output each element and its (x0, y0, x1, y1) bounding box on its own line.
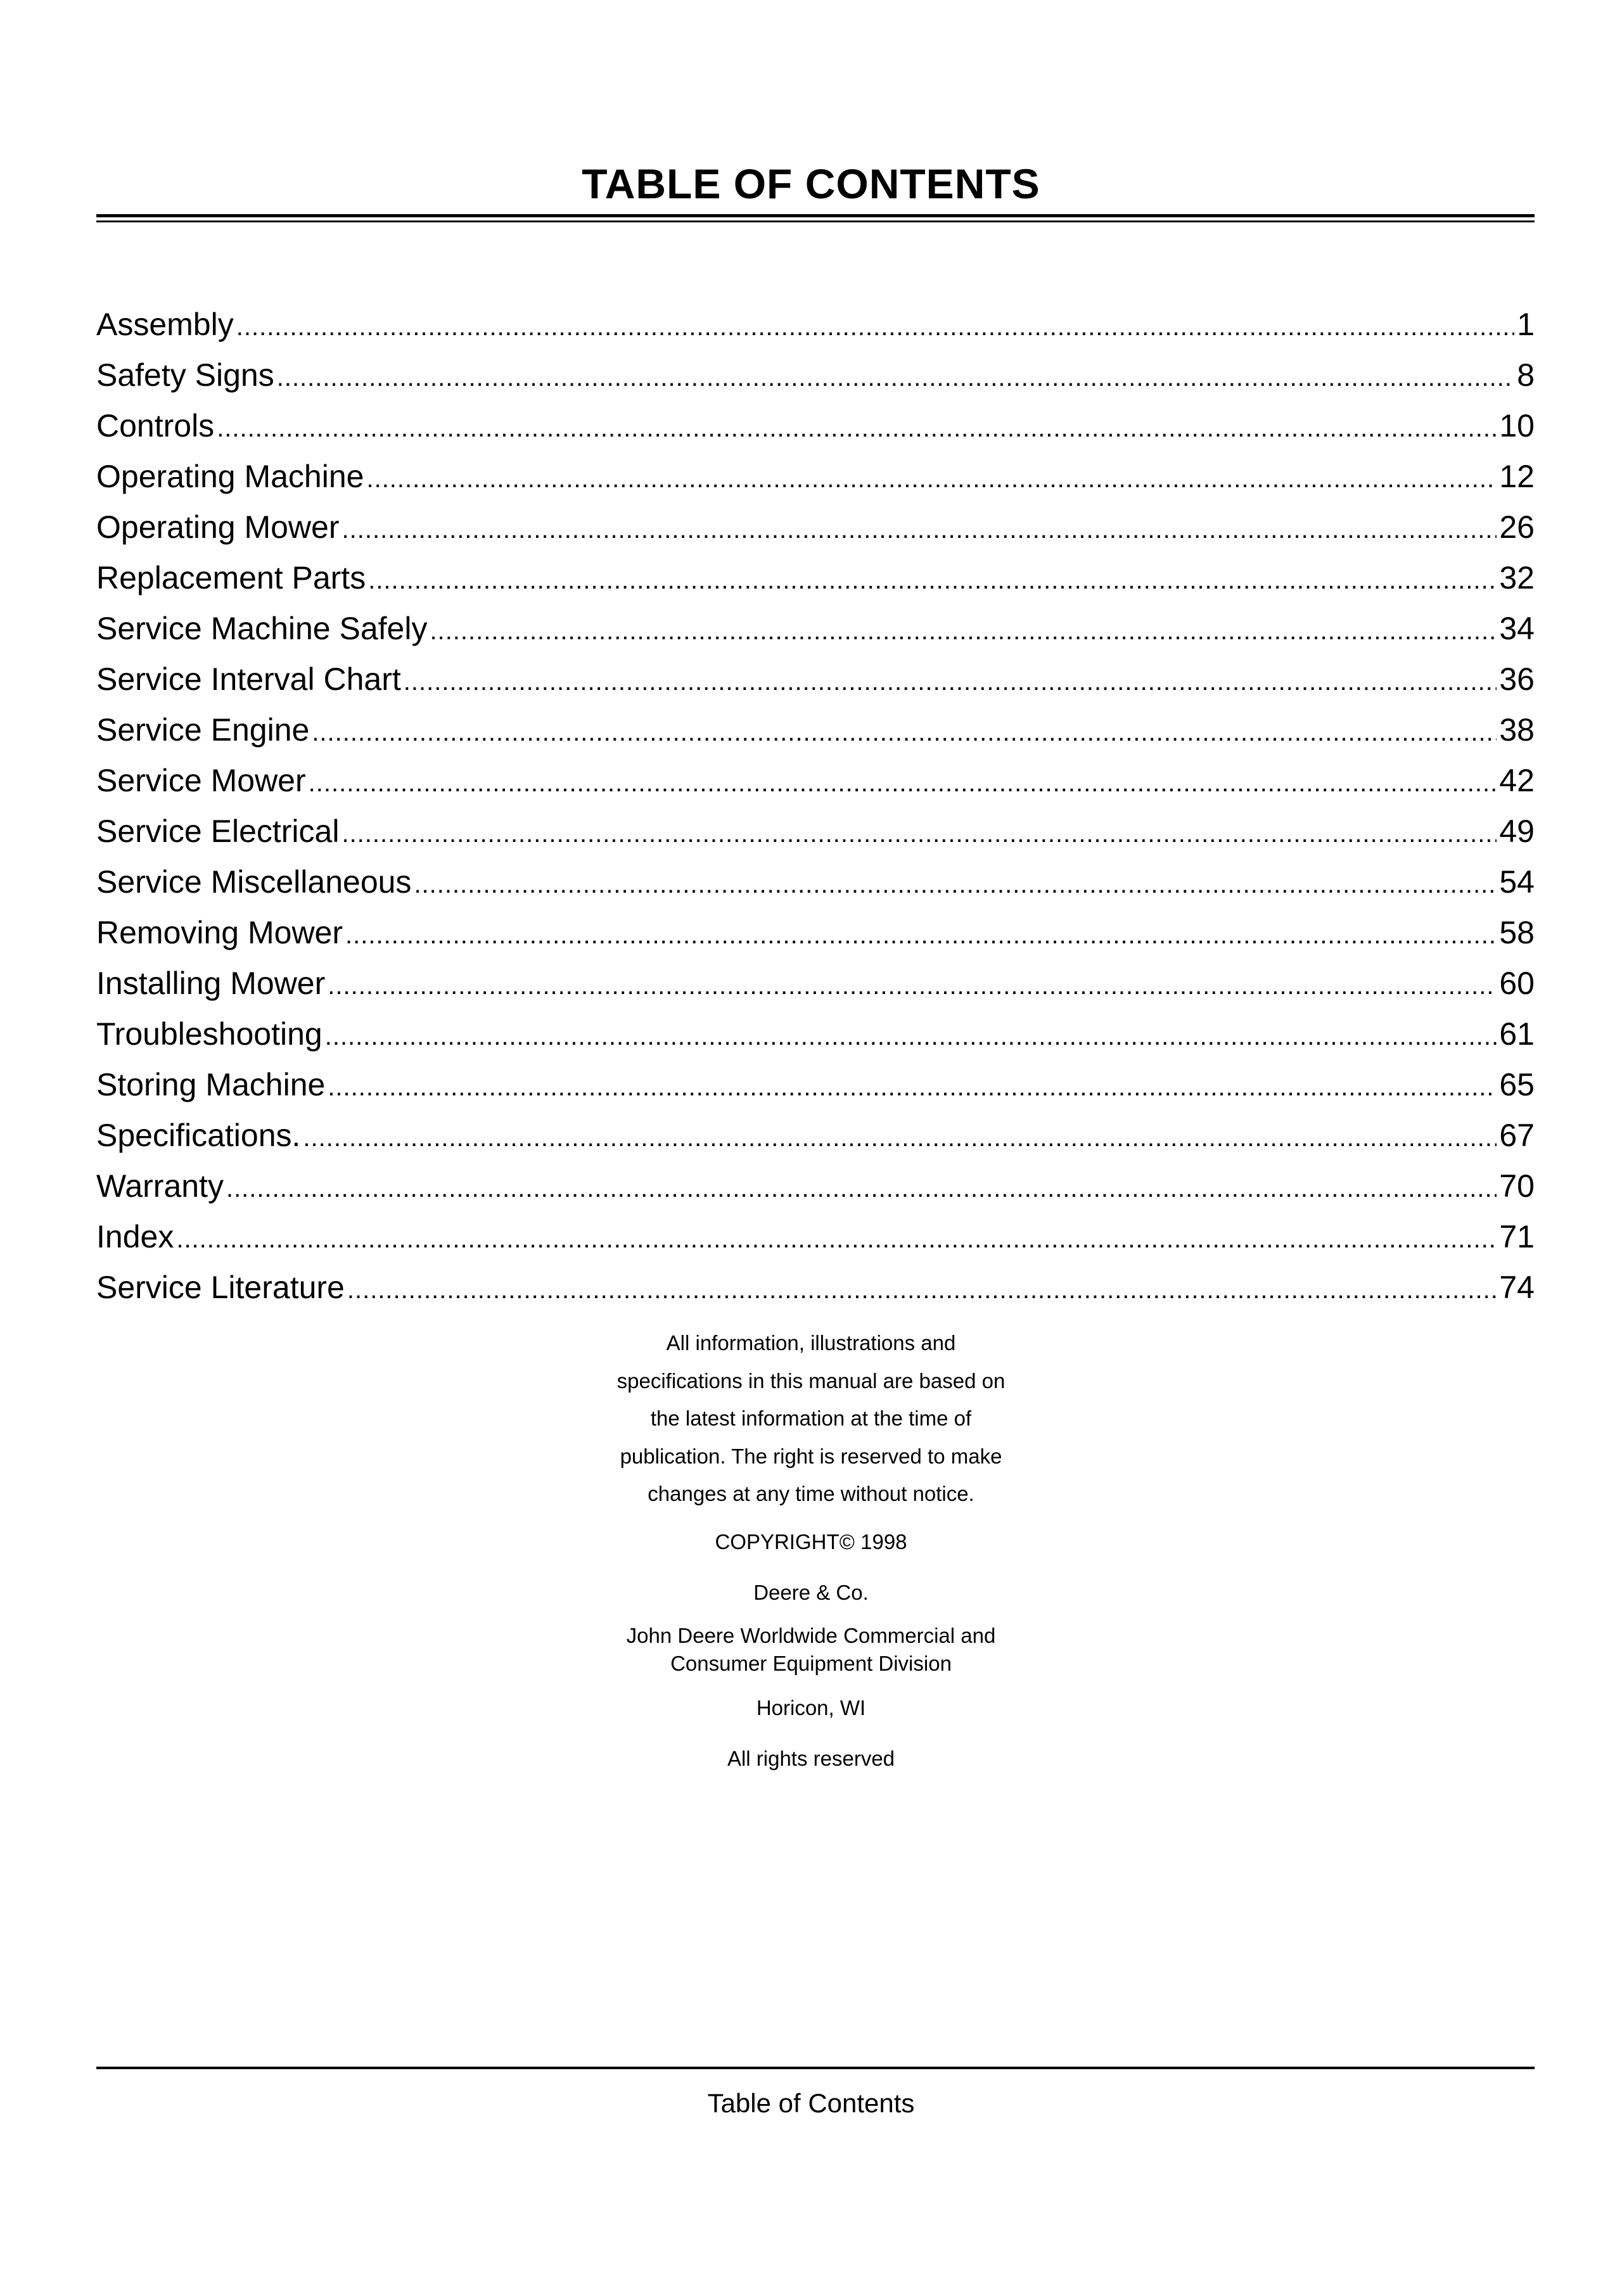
toc-entry[interactable] (96, 502, 1535, 552)
toc-entry[interactable] (96, 958, 1535, 1009)
toc-dot-leader (328, 1062, 1497, 1110)
toc-dot-leader (309, 758, 1497, 806)
toc-list (96, 299, 1535, 1313)
toc-dot-leader (328, 960, 1497, 1009)
title-rule-thin (96, 220, 1535, 222)
toc-entry-page: 61 (1499, 1016, 1535, 1052)
toc-dot-leader (325, 1011, 1497, 1059)
toc-entry-label: Replacement Parts (96, 560, 366, 596)
toc-entry[interactable] (96, 1161, 1535, 1211)
footer-rule (96, 2067, 1535, 2069)
toc-entry-label: Troubleshooting (96, 1016, 322, 1052)
notice-line: publication. The right is reserved to make (620, 1444, 1002, 1468)
toc-entry-page: 42 (1499, 763, 1535, 798)
toc-dot-leader (368, 555, 1497, 603)
toc-dot-leader (342, 504, 1497, 552)
toc-entry-page: 1 (1517, 307, 1535, 342)
toc-dot-leader (414, 859, 1497, 907)
toc-entry-page: 34 (1499, 611, 1535, 646)
toc-entry-page: 10 (1499, 408, 1535, 443)
toc-entry[interactable] (96, 350, 1535, 400)
toc-entry-page: 58 (1499, 915, 1535, 950)
toc-entry-label: Storing Machine (96, 1067, 326, 1102)
toc-dot-leader (236, 302, 1514, 350)
notice-line: the latest information at the time of (650, 1406, 972, 1430)
toc-dot-leader (342, 808, 1497, 857)
notice-line: specifications in this manual are based on (616, 1368, 1006, 1393)
toc-entry[interactable] (96, 1262, 1535, 1313)
toc-entry-label: Controls (96, 408, 215, 443)
notice-paragraph (558, 1324, 1064, 1513)
toc-entry-page: 70 (1499, 1168, 1535, 1204)
footer-label: Table of Contents (707, 2088, 915, 2118)
toc-entry[interactable] (96, 552, 1535, 603)
toc-entry[interactable] (96, 907, 1535, 958)
toc-entry-page: 38 (1499, 712, 1535, 748)
toc-dot-leader (430, 606, 1497, 654)
toc-entry-label: Service Mower (96, 763, 306, 798)
toc-entry-page: 36 (1499, 661, 1535, 697)
toc-entry-label: Specifications. (96, 1118, 301, 1153)
notice-line: changes at any time without notice. (648, 1482, 974, 1505)
rights-line: All rights reserved (727, 1747, 895, 1770)
division-line: Consumer Equipment Division (670, 1652, 952, 1675)
notice-line: All information, illustrations and (666, 1331, 956, 1355)
toc-dot-leader (303, 1113, 1497, 1161)
page-title: TABLE OF CONTENTS (582, 160, 1040, 207)
toc-entry-page: 74 (1499, 1270, 1535, 1305)
toc-dot-leader (226, 1163, 1497, 1211)
toc-entry-page: 67 (1499, 1118, 1535, 1153)
toc-entry[interactable] (96, 705, 1535, 755)
toc-entry[interactable] (96, 654, 1535, 705)
location: Horicon, WI (756, 1696, 866, 1719)
toc-entry-label: Installing Mower (96, 966, 326, 1001)
toc-entry-label: Removing Mower (96, 915, 343, 950)
toc-entry[interactable] (96, 755, 1535, 806)
toc-entry-page: 60 (1499, 966, 1535, 1001)
toc-entry-page: 32 (1499, 560, 1535, 596)
toc-dot-leader (345, 910, 1497, 958)
toc-entry-page: 49 (1499, 813, 1535, 849)
toc-entry[interactable] (96, 1110, 1535, 1161)
toc-dot-leader (217, 403, 1497, 451)
toc-entry-page: 8 (1517, 357, 1535, 393)
toc-entry[interactable] (96, 451, 1535, 502)
toc-entry[interactable] (96, 1009, 1535, 1059)
toc-entry[interactable] (96, 806, 1535, 857)
toc-entry-label: Operating Mower (96, 509, 340, 545)
toc-dot-leader (404, 656, 1497, 705)
toc-entry-label: Assembly (96, 307, 234, 342)
toc-entry-page: 65 (1499, 1067, 1535, 1102)
division-line: John Deere Worldwide Commercial and (626, 1624, 996, 1647)
toc-entry-label: Service Miscellaneous (96, 864, 412, 900)
toc-entry[interactable] (96, 1059, 1535, 1110)
toc-entry-label: Operating Machine (96, 459, 364, 494)
toc-entry-page: 12 (1499, 459, 1535, 494)
toc-entry-label: Service Electrical (96, 813, 340, 849)
toc-entry-label: Warranty (96, 1168, 224, 1204)
toc-entry[interactable] (96, 857, 1535, 907)
toc-entry-label: Service Machine Safely (96, 611, 428, 646)
toc-dot-leader (347, 1265, 1497, 1313)
toc-entry-label: Service Engine (96, 712, 310, 748)
toc-entry-label: Service Literature (96, 1270, 345, 1305)
toc-entry[interactable] (96, 1211, 1535, 1262)
toc-entry-label: Safety Signs (96, 357, 274, 393)
toc-dot-leader (366, 454, 1497, 502)
company-name: Deere & Co. (753, 1581, 869, 1604)
title-rule-thick (96, 214, 1535, 217)
copyright-line: COPYRIGHT© 1998 (715, 1530, 907, 1553)
toc-entry-page: 54 (1499, 864, 1535, 900)
toc-entry[interactable] (96, 299, 1535, 350)
toc-entry-page: 26 (1499, 509, 1535, 545)
toc-dot-leader (176, 1214, 1497, 1262)
toc-entry[interactable] (96, 400, 1535, 451)
division-name (0, 1622, 1622, 1678)
toc-dot-leader (312, 707, 1497, 755)
toc-entry-page: 71 (1499, 1219, 1535, 1254)
toc-dot-leader (277, 352, 1514, 400)
toc-entry-label: Service Interval Chart (96, 661, 401, 697)
toc-entry[interactable] (96, 603, 1535, 654)
toc-entry-label: Index (96, 1219, 174, 1254)
